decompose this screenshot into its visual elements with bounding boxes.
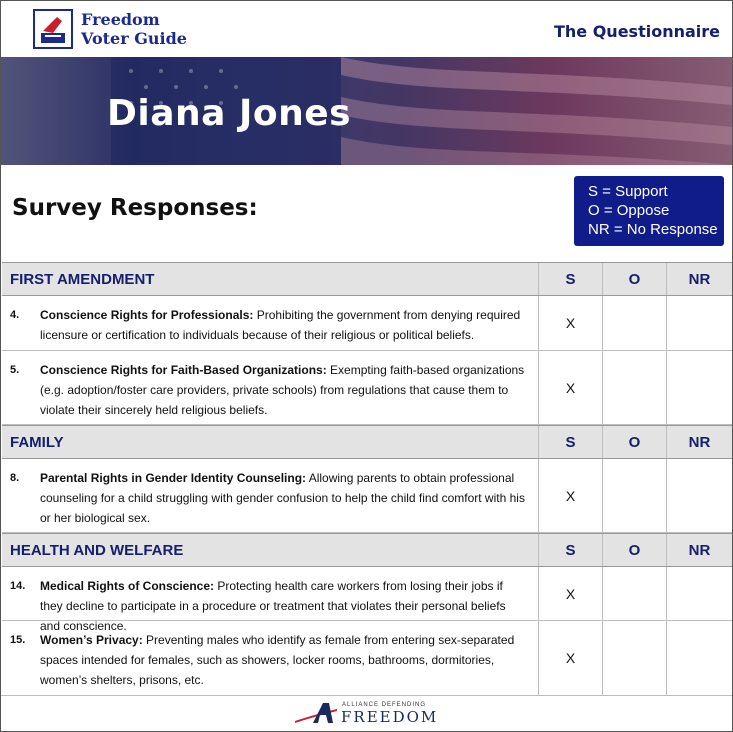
column-header-nr: NR	[666, 263, 732, 295]
footer	[1, 695, 732, 731]
section-header-family	[2, 425, 732, 459]
org-name-large: FREEDOM	[341, 708, 439, 726]
question-row	[2, 621, 732, 695]
response-no-response-cell	[666, 351, 732, 424]
question-text	[2, 351, 538, 424]
question-number: 8.	[10, 472, 20, 484]
column-header-s: S	[538, 263, 602, 295]
question-heading: Parental Rights in Gender Identity Counseling:	[40, 471, 307, 485]
section-header-health-and-welfare	[2, 533, 732, 567]
question-heading: Conscience Rights for Faith-Based Organizations:	[40, 363, 327, 377]
response-support-cell: X	[538, 567, 602, 620]
column-header-nr: NR	[666, 426, 732, 458]
question-row	[2, 351, 732, 425]
section-header-first-amendment	[2, 262, 732, 296]
legend-oppose: O = Oppose	[588, 202, 670, 219]
column-header-o: O	[602, 534, 666, 566]
question-text	[2, 296, 538, 350]
org-name-small: ALLIANCE DEFENDING	[342, 702, 427, 708]
response-oppose-cell	[602, 351, 666, 424]
question-number: 5.	[10, 364, 20, 376]
response-oppose-cell	[602, 567, 666, 620]
question-description: Prohibiting the government from denying required licensure or certification to individuals because of their religious or political beliefs.	[40, 308, 521, 342]
question-text	[2, 621, 538, 695]
question-description: Exempting faith-based organizations (e.g. adoption/foster care providers, private schools) from regulations that cause them to violate their sincerely held religious beliefs.	[40, 363, 525, 417]
question-text	[2, 459, 538, 532]
logo-line-1: Freedom	[81, 10, 160, 29]
question-number: 14.	[10, 580, 26, 592]
column-header-o: O	[602, 263, 666, 295]
response-oppose-cell	[602, 621, 666, 695]
question-row	[2, 459, 732, 533]
legend-no-response: NR = No Response	[588, 221, 718, 238]
section-title: HEALTH AND WELFARE	[10, 541, 184, 559]
question-row	[2, 296, 732, 351]
response-oppose-cell	[602, 296, 666, 350]
question-heading: Conscience Rights for Professionals:	[40, 308, 254, 322]
response-no-response-cell	[666, 621, 732, 695]
legend-support: S = Support	[588, 183, 668, 200]
response-no-response-cell	[666, 459, 732, 532]
question-row	[2, 567, 732, 633]
question-text	[2, 567, 538, 633]
question-description: Allowing parents to obtain professional counseling for a child struggling with gender confusion to help the child find comfort with his or her biological sex.	[40, 471, 525, 525]
response-no-response-cell	[666, 567, 732, 620]
ballot-box-logo-icon	[33, 9, 73, 49]
response-support-cell: X	[538, 351, 602, 424]
question-heading: Medical Rights of Conscience:	[40, 579, 215, 593]
section-title: FIRST AMENDMENT	[10, 270, 155, 288]
question-description: Protecting health care workers from losing their jobs if they decline to participate in a procedure or treatment that violates their personal beliefs and conscience.	[40, 579, 506, 633]
column-header-nr: NR	[666, 534, 732, 566]
response-support-cell: X	[538, 621, 602, 695]
adf-logo-icon	[293, 701, 339, 725]
column-header-o: O	[602, 426, 666, 458]
column-header-s: S	[538, 534, 602, 566]
question-heading: Women’s Privacy:	[40, 633, 143, 647]
candidate-banner	[1, 57, 732, 165]
question-number: 4.	[10, 309, 20, 321]
question-description: Preventing males who identify as female from entering sex-separated spaces intended for females, such as showers, locker rooms, bathrooms, dormitories, women’s shelters, prisons, etc.	[40, 633, 515, 687]
candidate-name: Diana Jones	[107, 93, 352, 134]
response-no-response-cell	[666, 296, 732, 350]
response-oppose-cell	[602, 459, 666, 532]
response-support-cell: X	[538, 296, 602, 350]
section-title: FAMILY	[10, 433, 64, 451]
logo-line-2: Voter Guide	[81, 29, 187, 48]
survey-title: Survey Responses:	[12, 195, 258, 221]
response-legend	[574, 176, 724, 246]
survey-table	[2, 262, 732, 695]
column-header-s: S	[538, 426, 602, 458]
response-support-cell: X	[538, 459, 602, 532]
logo-wordmark	[81, 10, 187, 48]
page-header-title: The Questionnaire	[553, 22, 720, 41]
header-bar	[1, 1, 732, 57]
question-number: 15.	[10, 634, 26, 646]
